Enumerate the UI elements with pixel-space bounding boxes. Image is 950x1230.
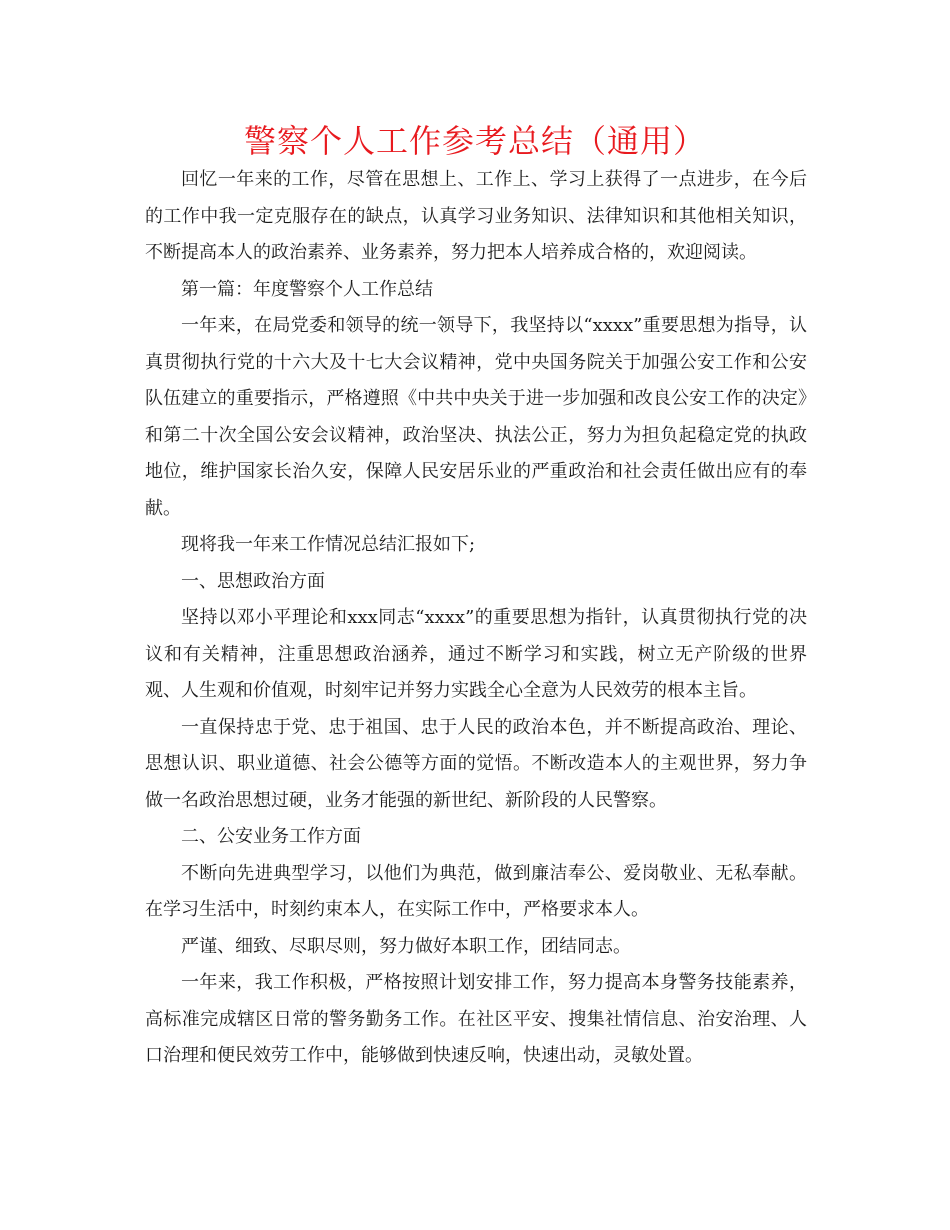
paragraph-part-one-heading: 第一篇：年度警察个人工作总结	[181, 278, 433, 300]
paragraph-intro: 回忆一年来的工作，尽管在思想上、工作上、学习上获得了一点进步，在今后的工作中我一定克服存在的缺点，认真学习业务知识、法律知识和其他相关知识，不断提高本人的政治素养、业务素养，努力把本人培养成合格的，欢迎阅读。	[145, 169, 807, 263]
document-title: 警察个人工作参考总结（通用）	[243, 122, 706, 160]
paragraph-business-1: 不断向先进典型学习，以他们为典范，做到廉洁奉公、爱岗敬业、无私奉献。在学习生活中，时刻约束本人，在实际工作中，严格要求本人。	[145, 862, 807, 920]
paragraph-business-2: 严谨、细致、尽职尽则，努力做好本职工作，团结同志。	[181, 935, 631, 957]
section-heading-political: 一、思想政治方面	[181, 570, 325, 592]
paragraph-report-lead: 现将我一年来工作情况总结汇报如下;	[181, 534, 476, 555]
section-heading-business: 二、公安业务工作方面	[181, 826, 361, 847]
paragraph-political-1: 坚持以邓小平理论和xxx同志“xxxx”的重要思想为指针，认真贯彻执行党的决议和有关精神，注重思想政治涵养，通过不断学习和实践，树立无产阶级的世界观、人生观和价值观，时刻牢记并努力实践全心全意为人民效劳的根本主旨。	[145, 607, 807, 701]
paragraph-political-2: 一直保持忠于党、忠于祖国、忠于人民的政治本色，并不断提高政治、理论、思想认识、职业道德、社会公德等方面的觉悟。不断改造本人的主观世界，努力争做一名政治思想过硬，业务才能强的新世纪、新阶段的人民警察。	[145, 716, 807, 811]
paragraph-overview: 一年来，在局党委和领导的统一领导下，我坚持以“xxxx”重要思想为指导，认真贯彻执行党的十六大及十七大会议精神，党中央国务院关于加强公安工作和公安队伍建立的重要指示，严格遵照《中共中央关于进一步加强和改良公安工作的决定》和第二十次全国公安会议精神，政治坚决、执法公正，努力为担负起稳定党的执政地位，维护国家长治久安，保障人民安居乐业的严重政治和社会责任做出应有的奉献。	[145, 315, 807, 519]
paragraph-business-3: 一年来，我工作积极，严格按照计划安排工作，努力提高本身警务技能素养，高标准完成辖区日常的警务勤务工作。在社区平安、搜集社情信息、治安治理、人口治理和便民效劳工作中，能够做到快速反响，快速出动，灵敏处置。	[145, 972, 807, 1066]
document-body	[145, 162, 807, 1075]
